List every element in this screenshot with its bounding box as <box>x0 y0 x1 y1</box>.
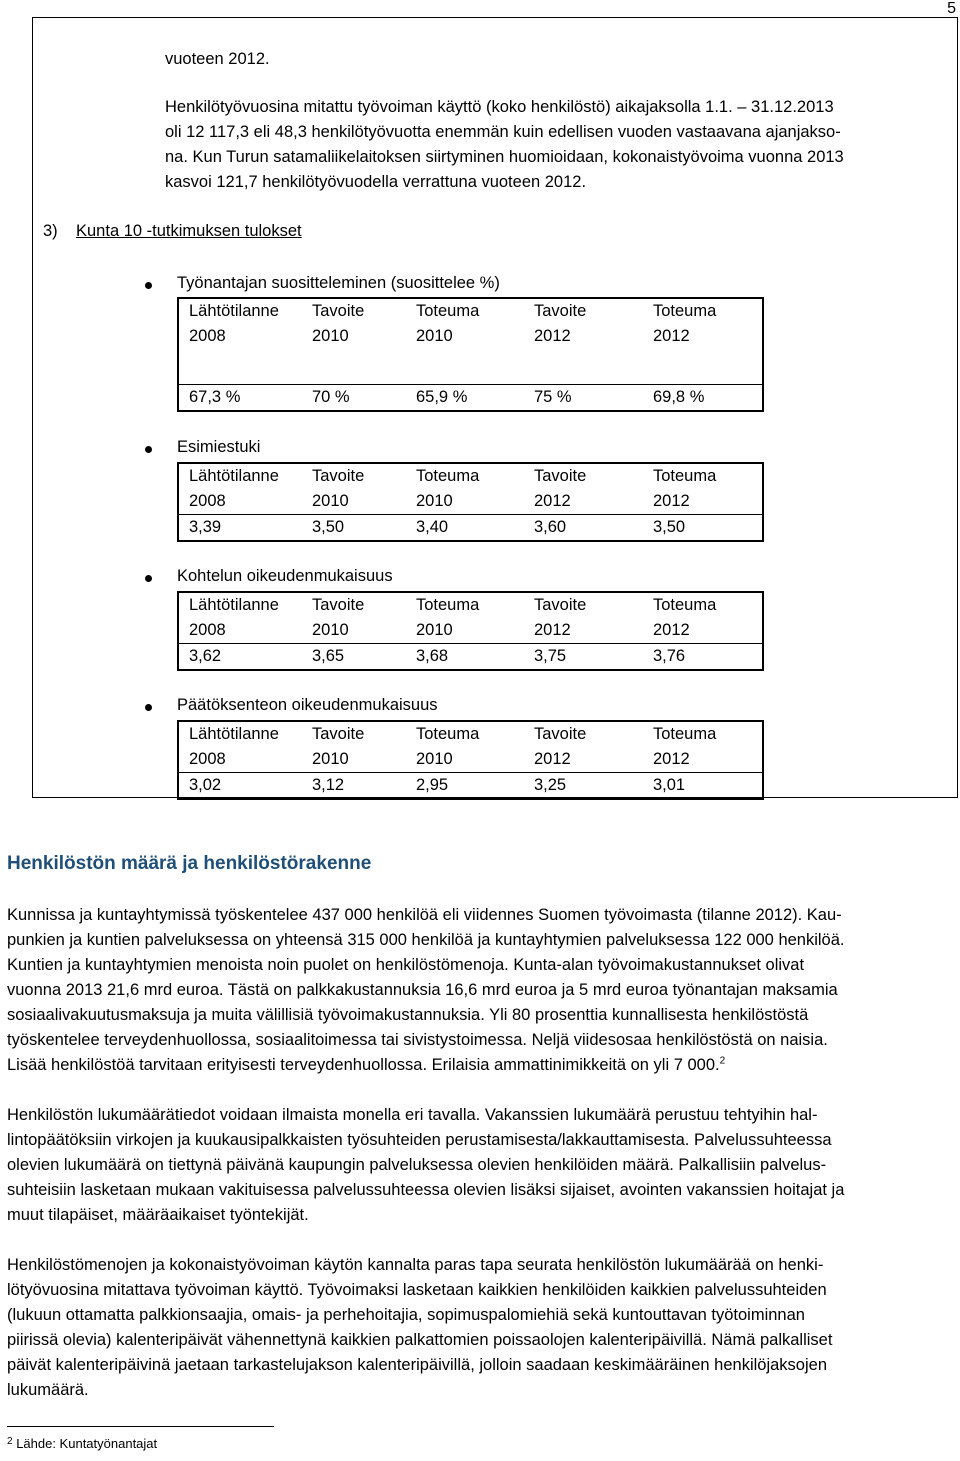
header-cell: Tavoite 2012 <box>534 596 587 639</box>
value-cell: 3,65 <box>312 647 345 665</box>
para-line: Henkilöstön lukumäärätiedot voidaan ilmaista monella eri tavalla. Vakanssien lukumäärä perustuu tehtyihin hal- <box>7 1106 818 1124</box>
value-cell: 3,39 <box>189 518 222 536</box>
metric-table <box>177 591 764 671</box>
value-cell: 70 % <box>312 387 350 406</box>
footnote <box>7 1436 157 1451</box>
header-cell: Toteuma 2010 <box>416 467 480 510</box>
header-cell: Lähtötilanne 2008 <box>189 596 279 639</box>
intro-line-top: vuoteen 2012. <box>165 50 270 68</box>
value-cell: 3,25 <box>534 776 567 794</box>
metric-title: Päätöksenteon oikeudenmukaisuus <box>177 696 438 714</box>
header-cell: Tavoite 2010 <box>312 302 365 345</box>
footnote-number: 2 <box>7 1436 13 1447</box>
header-cell: Toteuma 2012 <box>653 725 717 768</box>
value-cell: 2,95 <box>416 776 449 794</box>
para-line: suhteisiin lasketaan mukaan vakituisessa palvelussuhteessa olevien lisäksi sijaiset, avointen vakanssien hoitajat ja <box>7 1181 845 1199</box>
value-cell: 65,9 % <box>416 387 468 406</box>
section-heading: Henkilöstön määrä ja henkilöstörakenne <box>7 853 372 874</box>
header-cell: Lähtötilanne 2008 <box>189 467 279 510</box>
para-line: Henkilöstömenojen ja kokonaistyövoiman käytön kannalta paras tapa seurata henkilöstön lukumäärää on henki- <box>7 1256 824 1274</box>
value-cell: 75 % <box>534 387 572 406</box>
value-cell: 3,62 <box>189 647 222 665</box>
header-cell: Lähtötilanne 2008 <box>189 725 279 768</box>
value-cell: 67,3 % <box>189 387 241 406</box>
value-cell: 3,50 <box>653 518 686 536</box>
value-cell: 3,40 <box>416 518 449 536</box>
value-cell: 3,60 <box>534 518 567 536</box>
page-number: 5 <box>947 0 956 17</box>
para-line: lukumäärä. <box>7 1381 89 1399</box>
intro-line: na. Kun Turun satamaliikelaitoksen siirtyminen huomioidaan, kokonaistyövoima vuonna 2013 <box>165 148 844 166</box>
header-cell: Toteuma 2012 <box>653 302 717 345</box>
footnote-text: Lähde: Kuntatyönantajat <box>16 1436 158 1451</box>
footnote-ref: 2 <box>719 1055 726 1067</box>
para-line: lötyövuosina mitattava työvoiman käyttö. Työvoimaksi lasketaan kaikkien henkilöiden kaikkien palvelussuhteiden <box>7 1281 827 1299</box>
intro-line: kasvoi 121,7 henkilötyövuodella verrattuna vuoteen 2012. <box>165 173 587 191</box>
para-line: muut tilapäiset, määräaikaiset työntekijät. <box>7 1206 309 1224</box>
value-cell: 3,75 <box>534 647 567 665</box>
para-line: punkien ja kuntien palveluksessa on yhteensä 315 000 henkilöä ja kuntayhtymien palveluksessa 122 000 henkilöä. <box>7 931 845 949</box>
paragraph-2 <box>7 1103 844 1228</box>
section-3-title <box>76 222 302 241</box>
section-3-number: 3) <box>43 222 58 240</box>
intro-line: oli 12 117,3 eli 48,3 henkilötyövuotta enemmän kuin edellisen vuoden vastaavana ajanjakso- <box>165 123 841 141</box>
section-3-title-text: Kunta 10 -tutkimuksen tulokset <box>76 222 302 240</box>
footnote-separator <box>7 1426 274 1427</box>
para-line: Kunnissa ja kuntayhtymissä työskentelee 437 000 henkilöä eli viidennes Suomen työvoimasta (tilanne 2012). Kau- <box>7 906 842 924</box>
value-cell: 3,50 <box>312 518 345 536</box>
header-cell: Tavoite 2012 <box>534 302 587 345</box>
para-line: (lukuun ottamatta palkkionsaajia, omais- ja perhehoitajia, sopimuspalomiehiä sekä kuntouttavan työtoiminnan <box>7 1306 805 1324</box>
para-line <box>7 1053 845 1078</box>
metric-table <box>177 297 764 412</box>
metric-table <box>177 720 764 800</box>
para-line-text: Lisää henkilöstöä tarvitaan erityisesti terveydenhuollossa. Erilaisia ammattinimikkeitä on yli 7 000. <box>7 1056 720 1074</box>
header-cell: Toteuma 2010 <box>416 596 480 639</box>
header-cell: Tavoite 2010 <box>312 725 365 768</box>
para-line: lintopäätöksiin virkojen ja kuukausipalkkaisten työsuhteiden perustamisesta/lakkauttamisesta. Palvelussuhteessa <box>7 1131 832 1149</box>
value-cell: 3,12 <box>312 776 345 794</box>
header-cell: Tavoite 2010 <box>312 467 365 510</box>
header-cell: Toteuma 2012 <box>653 596 717 639</box>
para-line: piirissä olevia) kalenteripäivät vähennettynä kaikkien palkattomien poissaolojen kalenteripäivillä. Nämä palkalliset <box>7 1331 833 1349</box>
intro-line: Henkilötyövuosina mitattu työvoiman käyttö (koko henkilöstö) aikajaksolla 1.1. – 31.12.2013 <box>165 98 834 116</box>
value-cell: 3,68 <box>416 647 449 665</box>
header-cell: Lähtötilanne 2008 <box>189 302 279 345</box>
para-line: työskentelee terveydenhuollossa, sosiaalitoimessa tai sivistystoimessa. Neljä viidesosaa henkilöstöstä on naisia. <box>7 1031 828 1049</box>
value-cell: 3,01 <box>653 776 686 794</box>
paragraph-3 <box>7 1253 832 1403</box>
header-cell: Toteuma 2010 <box>416 725 480 768</box>
value-cell: 69,8 % <box>653 387 705 406</box>
para-line: vuonna 2013 21,6 mrd euroa. Tästä on palkkakustannuksia 16,6 mrd euroa ja 5 mrd euroa työnantajan maksamia <box>7 981 838 999</box>
header-cell: Toteuma 2012 <box>653 467 717 510</box>
header-cell: Tavoite 2012 <box>534 467 587 510</box>
para-line: päivät kalenteripäivinä jaetaan tarkastelujakson kalenteripäivillä, jolloin saadaan keskimääräinen henkilöjaksojen <box>7 1356 827 1374</box>
metric-table <box>177 462 764 542</box>
header-cell: Tavoite 2010 <box>312 596 365 639</box>
header-cell: Toteuma 2010 <box>416 302 480 345</box>
metric-title: Kohtelun oikeudenmukaisuus <box>177 567 393 585</box>
intro-paragraph <box>165 95 844 195</box>
para-line: Kuntien ja kuntayhtymien menoista noin puolet on henkilöstömenoja. Kunta-alan työvoimakustannukset olivat <box>7 956 805 974</box>
para-line: olevien lukumäärä on tiettynä päivänä kaupungin palveluksessa olevien henkilöiden määrä. Palkallisiin palvelus- <box>7 1156 827 1174</box>
value-cell: 3,02 <box>189 776 222 794</box>
paragraph-1 <box>7 903 845 1078</box>
metric-title: Työnantajan suositteleminen (suosittelee %) <box>177 274 500 292</box>
para-line: sosiaalivakuutusmaksuja ja muita välillisiä työvoimakustannuksia. Yli 80 prosenttia kunnallisesta henkilöstöstä <box>7 1006 809 1024</box>
value-cell: 3,76 <box>653 647 686 665</box>
header-cell: Tavoite 2012 <box>534 725 587 768</box>
metric-title: Esimiestuki <box>177 438 261 456</box>
